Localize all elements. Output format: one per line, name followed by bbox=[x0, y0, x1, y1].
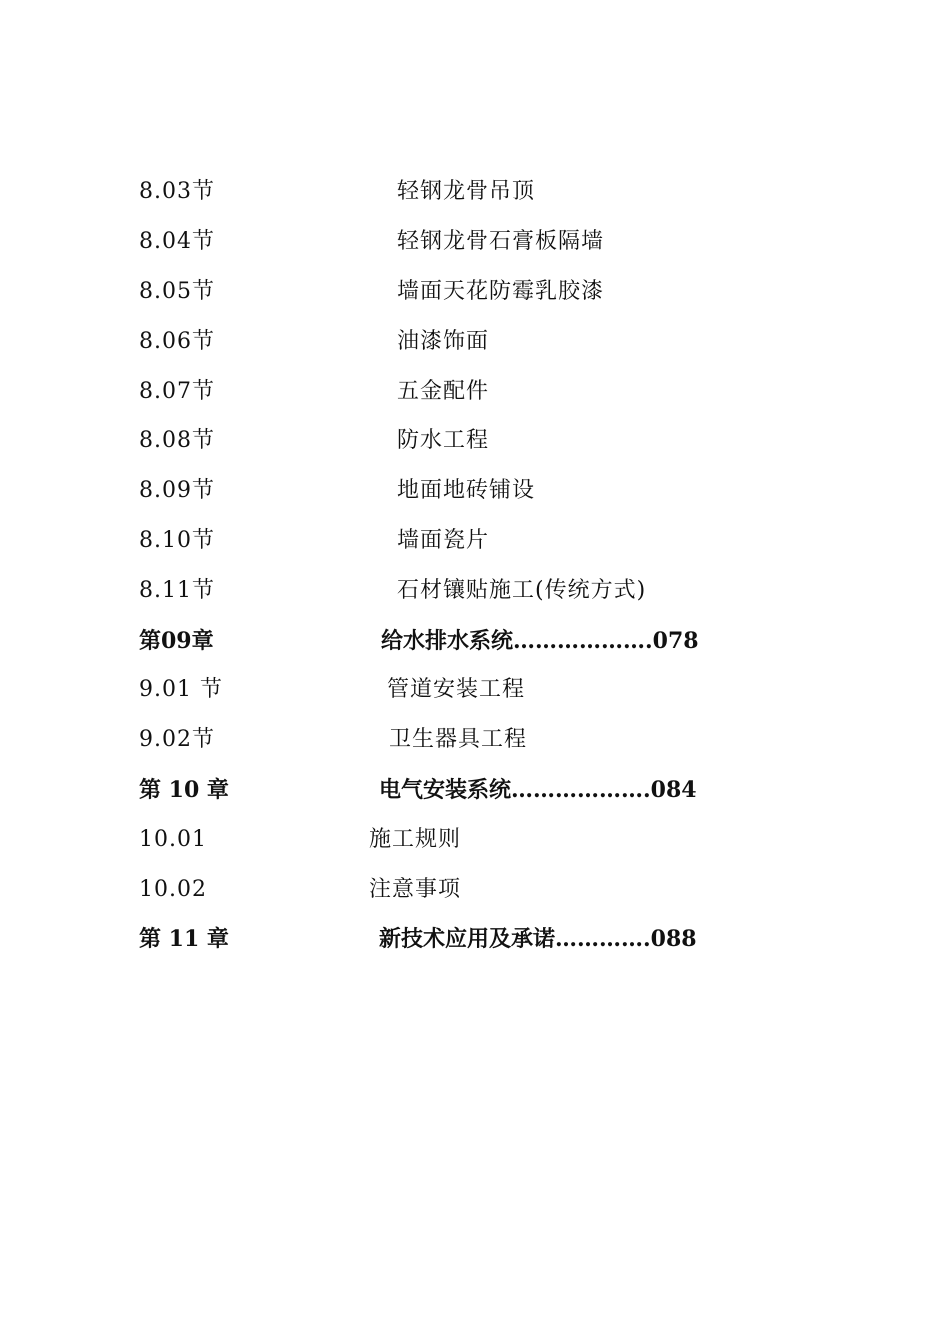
toc-section-row bbox=[0, 870, 950, 910]
toc-section-row bbox=[0, 322, 950, 362]
section-number: 8.05节 bbox=[139, 279, 215, 304]
chapter-title: 给水排水系统……………….078 bbox=[381, 628, 699, 654]
toc-section-row bbox=[0, 272, 950, 312]
section-number: 8.03节 bbox=[139, 179, 215, 204]
section-number: 8.08节 bbox=[139, 428, 215, 453]
toc-section-row bbox=[0, 421, 950, 461]
toc-section-row bbox=[0, 720, 950, 760]
toc-section-row bbox=[0, 372, 950, 412]
section-number: 10.02 bbox=[139, 877, 207, 902]
section-title: 卫生器具工程 bbox=[389, 727, 528, 752]
section-title: 石材镶贴施工(传统方式) bbox=[397, 578, 647, 603]
chapter-title: 新技术应用及承诺………….088 bbox=[379, 926, 697, 952]
toc-section-row bbox=[0, 670, 950, 710]
chapter-number: 第 11 章 bbox=[139, 926, 229, 952]
chapter-number: 第 10 章 bbox=[139, 777, 229, 803]
section-number: 8.10节 bbox=[139, 528, 215, 553]
toc-section-row bbox=[0, 521, 950, 561]
section-title: 防水工程 bbox=[397, 428, 490, 453]
toc-section-row bbox=[0, 222, 950, 262]
section-number: 9.02节 bbox=[139, 727, 215, 752]
chapter-title: 电气安装系统……………….084 bbox=[379, 777, 697, 803]
toc-section-row bbox=[0, 820, 950, 860]
section-title: 地面地砖铺设 bbox=[397, 478, 536, 503]
toc-section-row bbox=[0, 471, 950, 511]
toc-section-row bbox=[0, 571, 950, 611]
section-number: 8.11节 bbox=[139, 578, 215, 603]
toc-chapter-row bbox=[0, 621, 950, 661]
section-number: 8.04节 bbox=[139, 229, 215, 254]
section-title: 管道安装工程 bbox=[387, 677, 526, 702]
section-number: 8.06节 bbox=[139, 329, 215, 354]
section-title: 注意事项 bbox=[369, 877, 462, 902]
section-title: 轻钢龙骨吊顶 bbox=[397, 179, 536, 204]
section-title: 施工规则 bbox=[369, 827, 462, 852]
toc-chapter-row bbox=[0, 770, 950, 810]
chapter-number: 第09章 bbox=[139, 628, 214, 654]
section-number: 8.09节 bbox=[139, 478, 215, 503]
toc-chapter-row bbox=[0, 919, 950, 959]
section-title: 油漆饰面 bbox=[397, 329, 490, 354]
section-title: 五金配件 bbox=[397, 379, 490, 404]
section-number: 8.07节 bbox=[139, 379, 215, 404]
toc-section-row bbox=[0, 172, 950, 212]
section-title: 轻钢龙骨石膏板隔墙 bbox=[397, 229, 605, 254]
section-number: 10.01 bbox=[139, 827, 207, 852]
section-title: 墙面瓷片 bbox=[397, 528, 490, 553]
section-number: 9.01 节 bbox=[139, 677, 223, 702]
section-title: 墙面天花防霉乳胶漆 bbox=[397, 279, 605, 304]
